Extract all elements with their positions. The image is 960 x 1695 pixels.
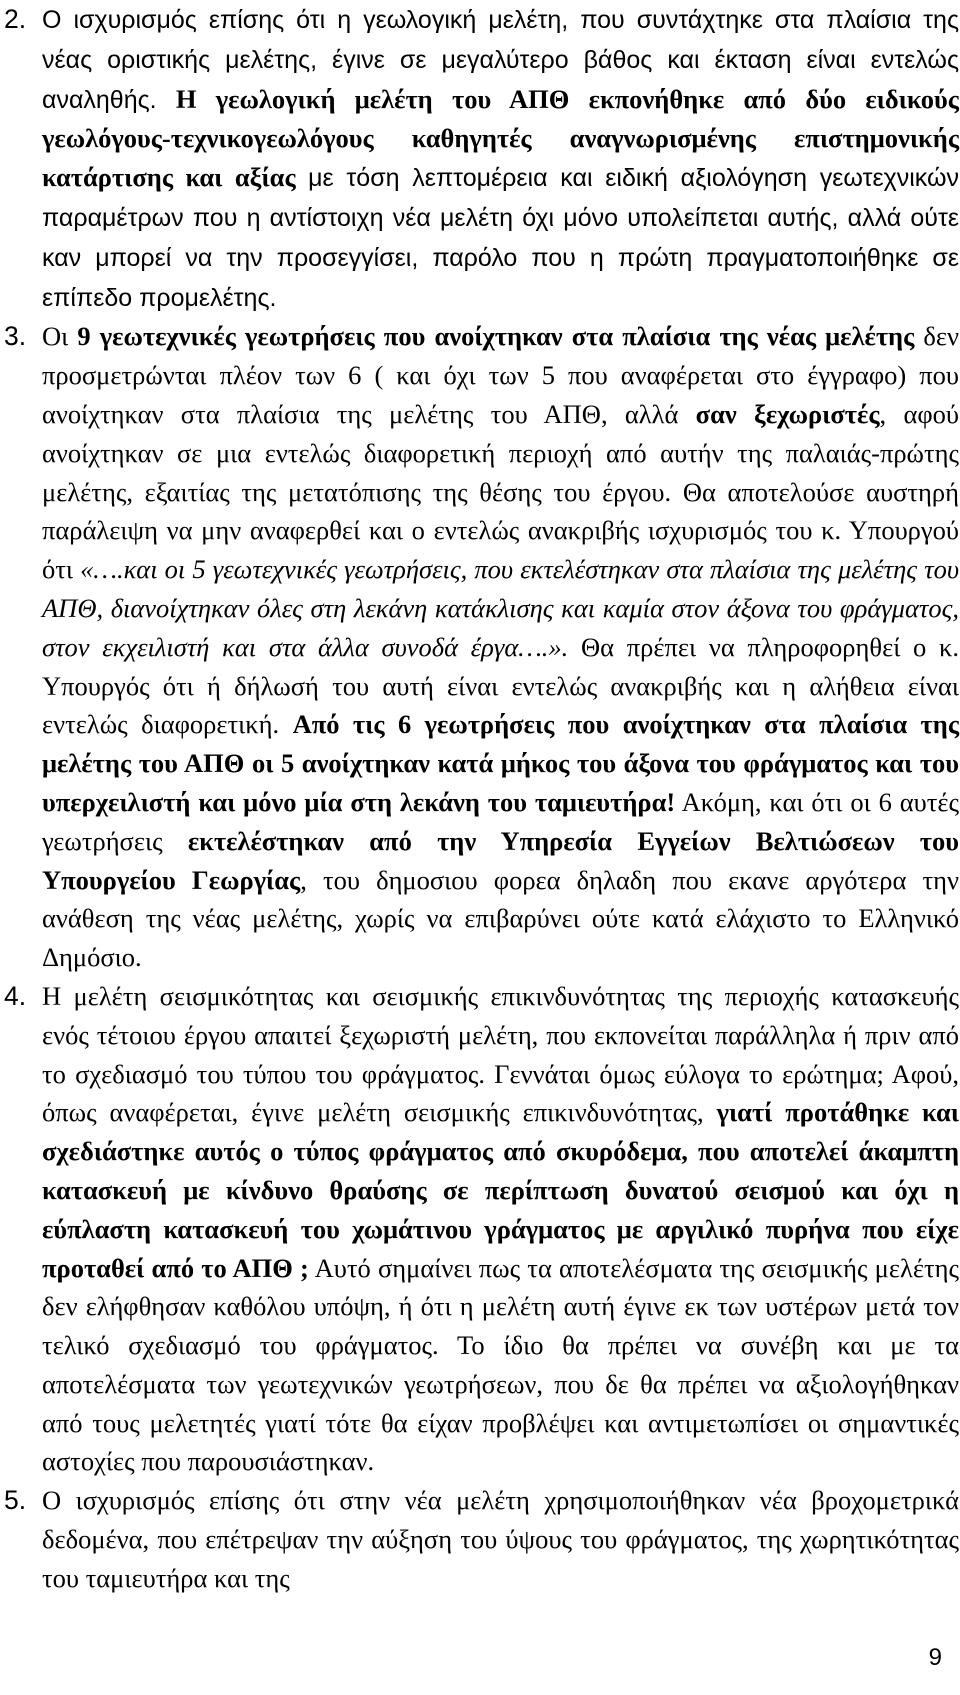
paragraph-text: , αφού ανοίχτηκαν σε μια εντελώς διαφορετική περιοχή από αυτήν της παλαιάς-πρώτης μελέτης, εξαιτίας της μετατόπισης της θέσης του έργου. Θα αποτελούσε αυστηρή παράλειψη να μην αναφερθεί και ο εντελώς ανακριβής ισχυρισμός του κ. Υπουργού ότι [42,398,959,585]
bold-text: γιατί προτάθηκε και σχεδιάστηκε αυτός ο τύπος φράγματος από σκυρόδεμα, που αποτελεί άκαμπτη κατασκευή με κίνδυνο θραύσης σε περίπτωση δυνατού σεισμού και όχι η εύπλαστη κατασκευή του χωμάτινου γράγματος με αργιλικό πυρήνα που είχε προταθεί από το ΑΠΘ ; [42,1097,959,1283]
item-number: 3. [4,321,27,352]
paragraph-text: Η μελέτη σεισμικότητας και σεισμικής επικινδυνότητας της περιοχής κατασκευής ενός τέτοιου έργου απαιτεί ξεχωριστή μελέτη, που εκπονείται παράλληλα ή πριν από το σχεδιασμό του τύπου του φράγματος. Γεννάται όμως εύλογα το ερώτημα; Αφού, όπως αναφέρεται, έγινε μελέτη σεισμικής επικινδυνότητας, [42,980,959,1128]
paragraph-text: Αυτό σημαίνει πως τα αποτελέσματα της σεισμικής μελέτης δεν ελήφθησαν καθόλου υπόψη, ή ότι η μελέτη αυτή έγινε εκ των υστέρων μετά τον τελικό σχεδιασμό του φράγματος. Το ίδιο θα πρέπει να συνέβη και με τα αποτελέσματα των γεωτεχνικών γεωτρήσεων, που δε θα πρέπει να αξιολογήθηκαν από τους μελετητές γιατί τότε θα είχαν προβλέψει και αντιμετωπίσει οι σημαντικές αστοχίες που παρουσιάστηκαν. [42,1252,959,1477]
numbered-list [4,0,959,1598]
list-item-2 [4,0,959,317]
italic-quote: «….και οι 5 γεωτεχνικές γεωτρήσεις, που εκτελέστηκαν στα πλαίσια της μελέτης του ΑΠΘ, διανοίχτηκαν όλες στη λεκάνη κατάκλισης και καμία στον άξονα του φράγματος, στον εκχειλιστή και στα άλλα συνοδά έργα….». [42,554,959,662]
list-item-4 [4,977,959,1481]
list-item-3 [4,317,959,977]
paragraph-text: Ο ισχυρισμός επίσης ότι στην νέα μελέτη χρησιμοποιήθηκαν νέα βροχομετρικά δεδομένα, που επέτρεψαν την αύξηση του ύψους του φράγματος, της χωρητικότητας του ταμιευτήρα και της [42,1485,959,1593]
bold-text: σαν ξεχωριστές [695,398,880,429]
bold-text: Η γεωλογική μελέτη του ΑΠΘ εκπονήθηκε από δύο ειδικούς γεωλόγους-τεχνικογεωλόγους καθηγητές αναγνωρισμένης επιστημονικής κατάρτισης και αξίας [42,83,959,193]
item-number: 4. [4,980,27,1011]
item-number: 2. [4,4,27,34]
bold-text: Από τις 6 γεωτρήσεις που ανοίχτηκαν στα πλαίσια της μελέτης του ΑΠΘ οι 5 ανοίχτηκαν κατά μήκος του άξονα του φράγματος και του υπερχειλιστή και μόνο μία στη λεκάνη του ταμιευτήρα! [42,709,959,817]
paragraph-text: Ακόμη, και ότι οι 6 αυτές γεωτρήσεις [42,786,959,856]
paragraph-text: , του δημοσιου φορεα δηλαδη που εκανε αργότερα την ανάθεση της νέας μελέτης, χωρίς να επιβαρύνει ούτε κατά ελάχιστο το Ελληνικό Δημόσιο. [42,864,959,973]
list-item-5 [4,1481,959,1597]
paragraph-text: με τόση λεπτομέρεια και ειδική αξιολόγηση γεωτεχνικών παραμέτρων που η αντίστοιχη νέα μελέτη όχι μόνο υπολείπεται αυτής, αλλά ούτε καν μπορεί να την προσεγγίσει, παρόλο που η πρώτη πραγματοποιήθηκε σε επίπεδο προμελέτης. [42,164,959,312]
paragraph-text: Ο ισχυρισμός επίσης ότι η γεωλογική μελέτη, που συντάχτηκε στα πλαίσια της νέας οριστικής μελέτης, έγινε σε μεγαλύτερο βάθος και έκταση είναι εντελώς αναληθής. [42,6,959,114]
paragraph-text: Οι [42,321,69,352]
paragraph-text: δεν προσμετρώνται πλέον των 6 ( και όχι των 5 που αναφέρεται στο έγγραφο) που ανοίχτηκαν στα πλαίσια της μελέτης του ΑΠΘ, αλλά [42,321,960,429]
paragraph-text: Θα πρέπει να πληροφορηθεί ο κ. Υπουργός ότι ή δήλωσή του αυτή είναι εντελώς ανακριβής και η αλήθεια είναι εντελώς διαφορετική. [42,631,960,740]
page-number: 9 [928,1644,942,1671]
bold-text: εκτελέστηκαν από την Υπηρεσία Εγγείων Βελτιώσεων του Υπουργείου Γεωργίας [42,825,960,895]
bold-text: 9 γεωτεχνικές γεωτρήσεις που ανοίχτηκαν στα πλαίσια της νέας μελέτης [77,321,915,352]
item-number: 5. [4,1485,27,1516]
